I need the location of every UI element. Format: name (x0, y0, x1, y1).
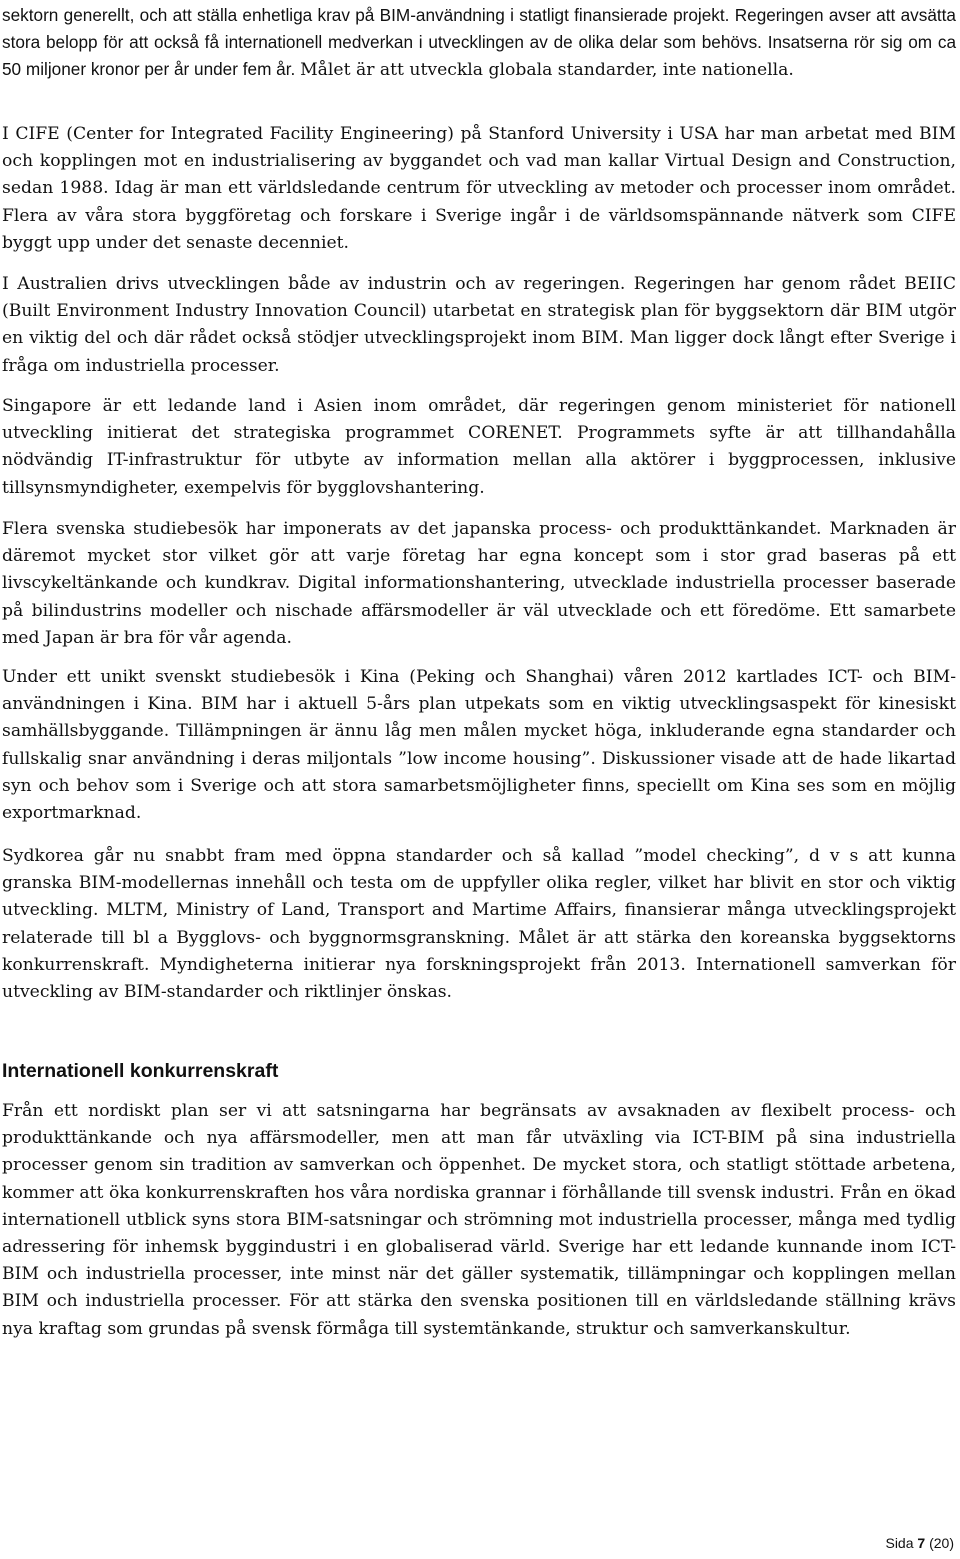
paragraph-cife: I CIFE (Center for Integrated Facility Engineering) på Stanford University i USA har man arbetat med BIM och kopplingen mot en industrialisering av byggandet och vad man kallar Virtual Design and Construction, sedan 1988. Idag är man ett världsledande centrum för utveckling av metoder och processer inom området. Flera av våra stora byggföretag och forskare i Sverige ingår i de världsomspännande nätverk som CIFE byggt upp under det senaste decenniet. (2, 124, 956, 253)
paragraph-competitiveness: Från ett nordiskt plan ser vi att satsningarna har begränsats av avsaknaden av flexibelt process- och produkttänkande och nya affärsmodeller, men att man får utväxling via ICT-BIM på sina industriella processer genom sin tradition av samverkan och öppenhet. De mycket stora, och statligt stöttade arbetena, kommer att öka konkurrenskraften hos våra nordiska grannar i förhållande till svensk industri. Från en ökad internationell utblick syns stora BIM-satsningar och strömning mot industriella processer, många med tydlig adressering för inhemsk byggindustri i en globaliserad värld. Sverige har ett ledande kunnande inom ICT-BIM och industriella processer, inte minst när det gäller systematik, tillämpningar och kopplingen mellan BIM och industriella processer. För att stärka den svenska positionen till en världsledande ställning krävs nya kraftag som grundas på svensk förmåga till systemtänkande, struktur och samverkanskultur. (2, 1101, 956, 1339)
section-heading: Internationell konkurrenskraft (2, 1060, 279, 1082)
paragraph-south-korea: Sydkorea går nu snabbt fram med öppna standarder och så kallad ”model checking”, d v s att kunna granska BIM-modellernas innehåll och testa om de uppfyller olika regler, vilket har blivit en stor och viktig utveckling. MLTM, Ministry of Land, Transport and Martime Affairs, finansierar många utvecklingsprojekt relaterade till bl a Bygglovs- och byggnormsgranskning. Målet är att stärka den koreanska byggsektorns konkurrenskraft. Myndigheterna initierar nya forskningsprojekt från 2013. Internationell samverkan för utveckling av BIM-standarder och riktlinjer önskas. (2, 846, 956, 1003)
paragraph-australia: I Australien drivs utvecklingen både av industrin och av regeringen. Regeringen har genom rådet BEIIC (Built Environment Industry Innovation Council) utarbetat en strategisk plan för byggsektorn där BIM utgör en viktig del och där rådet också stödjer utvecklingsprojekt inom BIM. Man ligger dock långt efter Sverige i fråga om industriella processer. (2, 274, 956, 376)
footer-page-number: 7 (917, 1535, 926, 1551)
paragraph-segment: sektorn generellt, och att ställa enhetliga krav på BIM-användning i statligt finansierade projekt. Regeringen avser att avsätta stora belopp för att också få internationell medverkan i utvecklingen av de olika delar som behövs. Insatserna rör sig om ca 50 miljoner kronor per år under fem år. (2, 5, 956, 80)
paragraph-segment: Målet är att utveckla globala standarder, inte nationella. (300, 60, 794, 81)
paragraph-japan: Flera svenska studiebesök har imponerats av det japanska process- och produkttänkandet. Marknaden är däremot mycket stor vilket gör att varje företag har egna koncept som i stor grad baseras på ett livscykeltänkande och kundkrav. Digital informationshantering, utvecklade industriella processer baserade på bilindustrins modeller och nischade affärsmodeller är väl utvecklade och ett föredöme. Ett samarbete med Japan är bra för vår agenda. (2, 519, 956, 648)
page-footer (885, 1535, 954, 1551)
footer-page-total: (20) (929, 1535, 954, 1551)
footer-label: Sida (885, 1535, 914, 1551)
paragraph-sweden-intro (2, 2, 956, 85)
paragraph-china: Under ett unikt svenskt studiebesök i Kina (Peking och Shanghai) våren 2012 kartlades ICT- och BIM-användningen i Kina. BIM har i aktuell 5-års plan utpekats som en viktig utvecklingsaspekt för kinesiskt samhällsbyggande. Tillämpningen är ännu låg men målen mycket höga, inkluderande egna standarder och fullskalig snar användning i deras miljontals ”low income housing”. Diskussioner visade att de hade likartad syn och behov som i Sverige och att stora samarbetsmöjligheter finns, speciellt om Kina ses som en möjlig exportmarknad. (2, 667, 956, 824)
paragraph-singapore: Singapore är ett ledande land i Asien inom området, där regeringen genom ministeriet för nationell utveckling initierat det strategiska programmet CORENET. Programmets syfte är att tillhandahålla nödvändig IT-infrastruktur för utbyte av information mellan alla aktörer i byggprocessen, inklusive tillsynsmyndigheter, exempelvis för bygglovshantering. (2, 396, 956, 498)
